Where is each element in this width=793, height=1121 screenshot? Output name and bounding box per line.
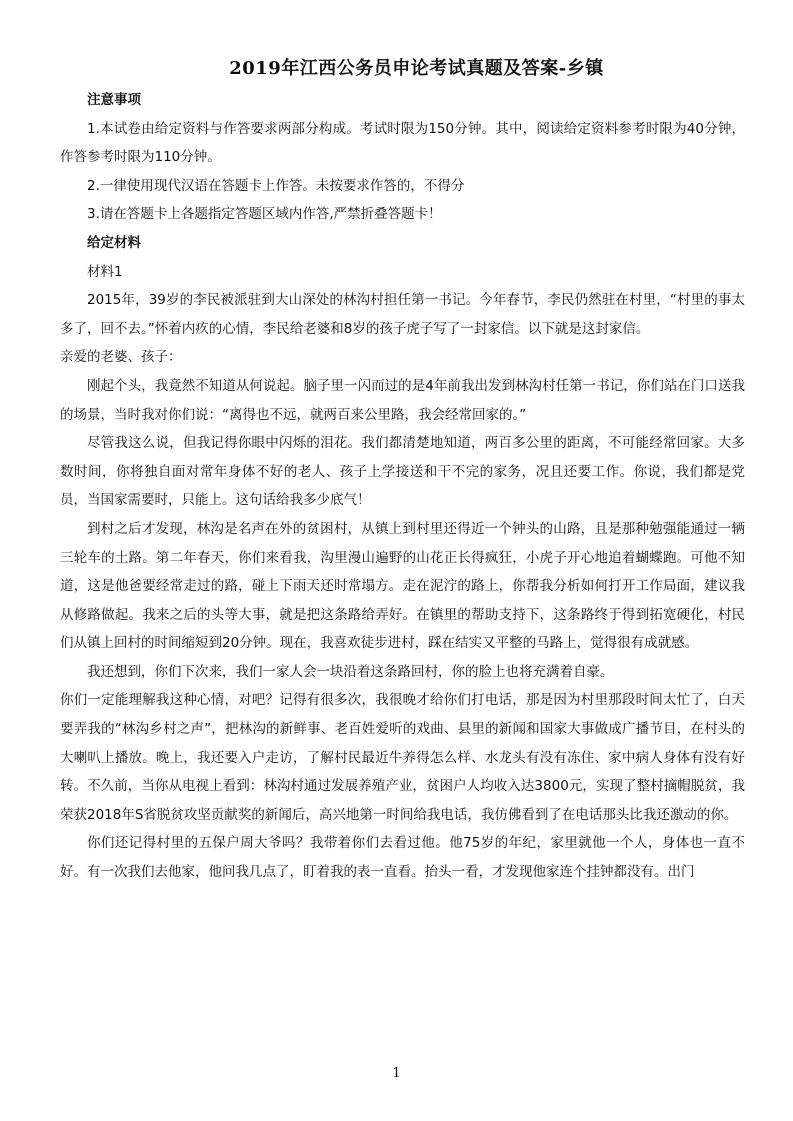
material-paragraph: 到村之后才发现，林沟是名声在外的贫困村，从镇上到村里还得近一个钟头的山路，且是那种勉强能通过一辆三轮车的土路。第二年春天，你们来看我，沟里漫山遍野的山花正长得疯狂，小虎子开心地追着蝴蝶跑。可他不知道，这是他爸要经常走过的路，碰上下雨天还时常塌方。走在泥泞的路上，你帮我分析如何打开工作局面，建议我从修路做起。我来之后的头等大事，就是把这条路给弄好。在镇里的帮助支持下，这条路终于得到拓宽硬化，村民们从镇上回村的时间缩短到20分钟。现在，我喜欢徒步进村，踩在结实又平整的马路上，觉得很有成就感。 bbox=[60, 520, 745, 652]
document-body bbox=[60, 86, 745, 887]
material-paragraph: 你们还记得村里的五保户周大爷吗？我带着你们去看过他。他75岁的年纪，家里就他一个人，身体也一直不好。有一次我们去他家，他问我几点了，盯着我的表一直看。抬头一看，才发现他家连个挂钟都没有。出门 bbox=[60, 835, 745, 881]
materials-heading: 给定材料 bbox=[87, 234, 141, 251]
document-title: 2019年江西公务员申论考试真题及答案-乡镇 bbox=[229, 58, 604, 79]
material-paragraph: 尽管我这么说，但我记得你眼中闪烁的泪花。我们都清楚地知道，两百多公里的距离，不可能经常回家。大多数时间，你将独自面对常年身体不好的老人、孩子上学接送和干不完的家务，况且还要工作。你说，我们都是党员，当国家需要时，只能上。这句话给我多少底气！ bbox=[60, 435, 745, 509]
material-paragraph: 刚起个头，我竟然不知道从何说起。脑子里一闪而过的是4年前我出发到林沟村任第一书记，你们站在门口送我的场景，当时我对你们说：“离得也不远，就两百来公里路，我会经常回家的。” bbox=[60, 377, 745, 423]
material-paragraph: 你们一定能理解我这种心情，对吧？记得有很多次，我很晚才给你们打电话，那是因为村里那段时间太忙了，白天要弄我的“林沟乡村之声”，把林沟的新鲜事、老百姓爱听的戏曲、县里的新闻和国家大事做成广播节目，在村头的大喇叭上播放。晚上，我还要入户走访，了解村民最近牛养得怎么样、水龙头有没有冻住、家中病人身体有没有好转。不久前，当你从电视上看到：林沟村通过发展养殖产业，贫困户人均收入达3800元，实现了整村摘帽脱贫，我荣获2018年S省脱贫攻坚贡献奖的新闻后，高兴地第一时间给我电话，我仿佛看到了在电话那头比我还激动的你。 bbox=[60, 692, 745, 823]
notice-heading: 注意事项 bbox=[87, 92, 141, 108]
material-paragraph: 2015年，39岁的李民被派驻到大山深处的林沟村担任第一书记。今年春节，李民仍然驻在村里，“村里的事太多了，回不去。”怀着内疚的心情，李民给老婆和8岁的孩子虎子写了一封家信。以下就是这封家信。 bbox=[60, 292, 745, 337]
notice-item: 2.一律使用现代汉语在答题卡上作答。未按要求作答的，不得分 bbox=[87, 177, 465, 194]
page-number: 1 bbox=[392, 1066, 401, 1081]
material-label: 材料1 bbox=[87, 263, 123, 280]
notice-item: 3.请在答题卡上各题指定答题区域内作答,严禁折叠答题卡！ bbox=[87, 206, 442, 223]
material-paragraph: 我还想到，你们下次来，我们一家人会一块沿着这条路回村，你的脸上也将充满着自豪。 bbox=[87, 663, 614, 680]
letter-salutation: 亲爱的老婆、孩子： bbox=[60, 349, 182, 366]
notice-item: 1.本试卷由给定资料与作答要求两部分构成。考试时限为150分钟。其中，阅读给定资料参考时限为40分钟，作答参考时限为110分钟。 bbox=[60, 120, 745, 166]
